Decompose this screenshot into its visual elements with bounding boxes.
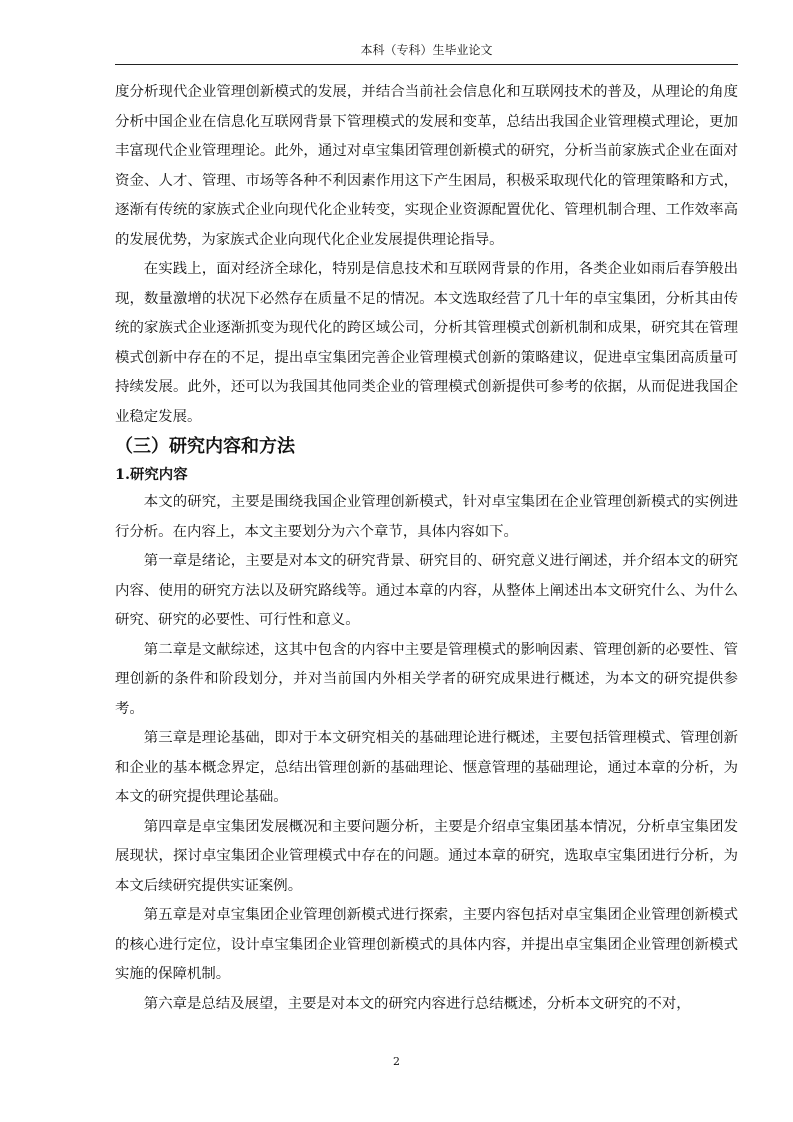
page-header xyxy=(115,40,738,65)
subsection-heading: 1.研究内容 xyxy=(115,466,188,483)
paragraph-3: 本文的研究，主要是围绕我国企业管理创新模式，针对卓宝集团在企业管理创新模式的实例进行分析。在内容上，本文主要划分为六个章节，具体内容如下。 xyxy=(115,494,738,540)
page-body xyxy=(115,78,738,1019)
paragraph-6: 第三章是理论基础，即对于本文研究相关的基础理论进行概述，主要包括管理模式、管理创新和企业的基本概念界定，总结出管理创新的基础理论、惬意管理的基础理论，通过本章的分析，为本文的研究提供理论基础。 xyxy=(115,730,738,805)
paragraph-4: 第一章是绪论，主要是对本文的研究背景、研究目的、研究意义进行阐述，并介绍本文的研究内容、使用的研究方法以及研究路线等。通过本章的内容，从整体上阐述出本文研究什么、为什么研究、研究的必要性、可行性和意义。 xyxy=(115,553,738,628)
page-number: 2 xyxy=(393,1055,400,1068)
paragraph-7: 第四章是卓宝集团发展概况和主要问题分析，主要是介绍卓宝集团基本情况，分析卓宝集团发展现状，探讨卓宝集团企业管理模式中存在的问题。通过本章的研究，选取卓宝集团进行分析，为本文后续研究提供实证案例。 xyxy=(115,818,738,894)
header-title: 本科（专科）生毕业论文 xyxy=(360,43,493,57)
paragraph-9: 第六章是总结及展望，主要是对本文的研究内容进行总结概述，分析本文研究的不对， xyxy=(143,995,691,1012)
paragraph-1: 度分析现代企业管理创新模式的发展，并结合当前社会信息化和互联网技术的普及，从理论的角度分析中国企业在信息化互联网背景下管理模式的发展和变革，总结出我国企业管理模式理论，更加丰富现代企业管理理论。此外，通过对卓宝集团管理创新模式的研究，分析当前家族式企业在面对资金、人才、管理、市场等各种不利因素作用这下产生困局，积极采取现代化的管理策略和方式，逐渐有传统的家族式企业向现代化企业转变，实现企业资源配置优化、管理机制合理、工作效率高的发展优势，为家族式企业向现代化企业发展提供理论指导。 xyxy=(115,84,738,248)
paragraph-2: 在实践上，面对经济全球化，特别是信息技术和互联网背景的作用，各类企业如雨后春笋般出现，数量激增的状况下必然存在质量不足的情况。本文选取经营了几十年的卓宝集团，分析其由传统的家族式企业逐渐抓变为现代化的跨区域公司，分析其管理模式创新机制和成果，研究其在管理模式创新中存在的不足，提出卓宝集团完善企业管理模式创新的策略建议，促进卓宝集团高质量可持续发展。此外，还可以为我国其他同类企业的管理模式创新提供可参考的依据，从而促进我国企业稳定发展。 xyxy=(115,261,738,425)
paragraph-8: 第五章是对卓宝集团企业管理创新模式进行探索，主要内容包括对卓宝集团企业管理创新模式的核心进行定位，设计卓宝集团企业管理创新模式的具体内容，并提出卓宝集团企业管理创新模式实施的保障机制。 xyxy=(115,907,738,982)
paragraph-5: 第二章是文献综述，这其中包含的内容中主要是管理模式的影响因素、管理创新的必要性、管理创新的条件和阶段划分，并对当前国内外相关学者的研究成果进行概述，为本文的研究提供参考。 xyxy=(115,641,738,717)
section-heading: （三）研究内容和方法 xyxy=(115,436,295,457)
